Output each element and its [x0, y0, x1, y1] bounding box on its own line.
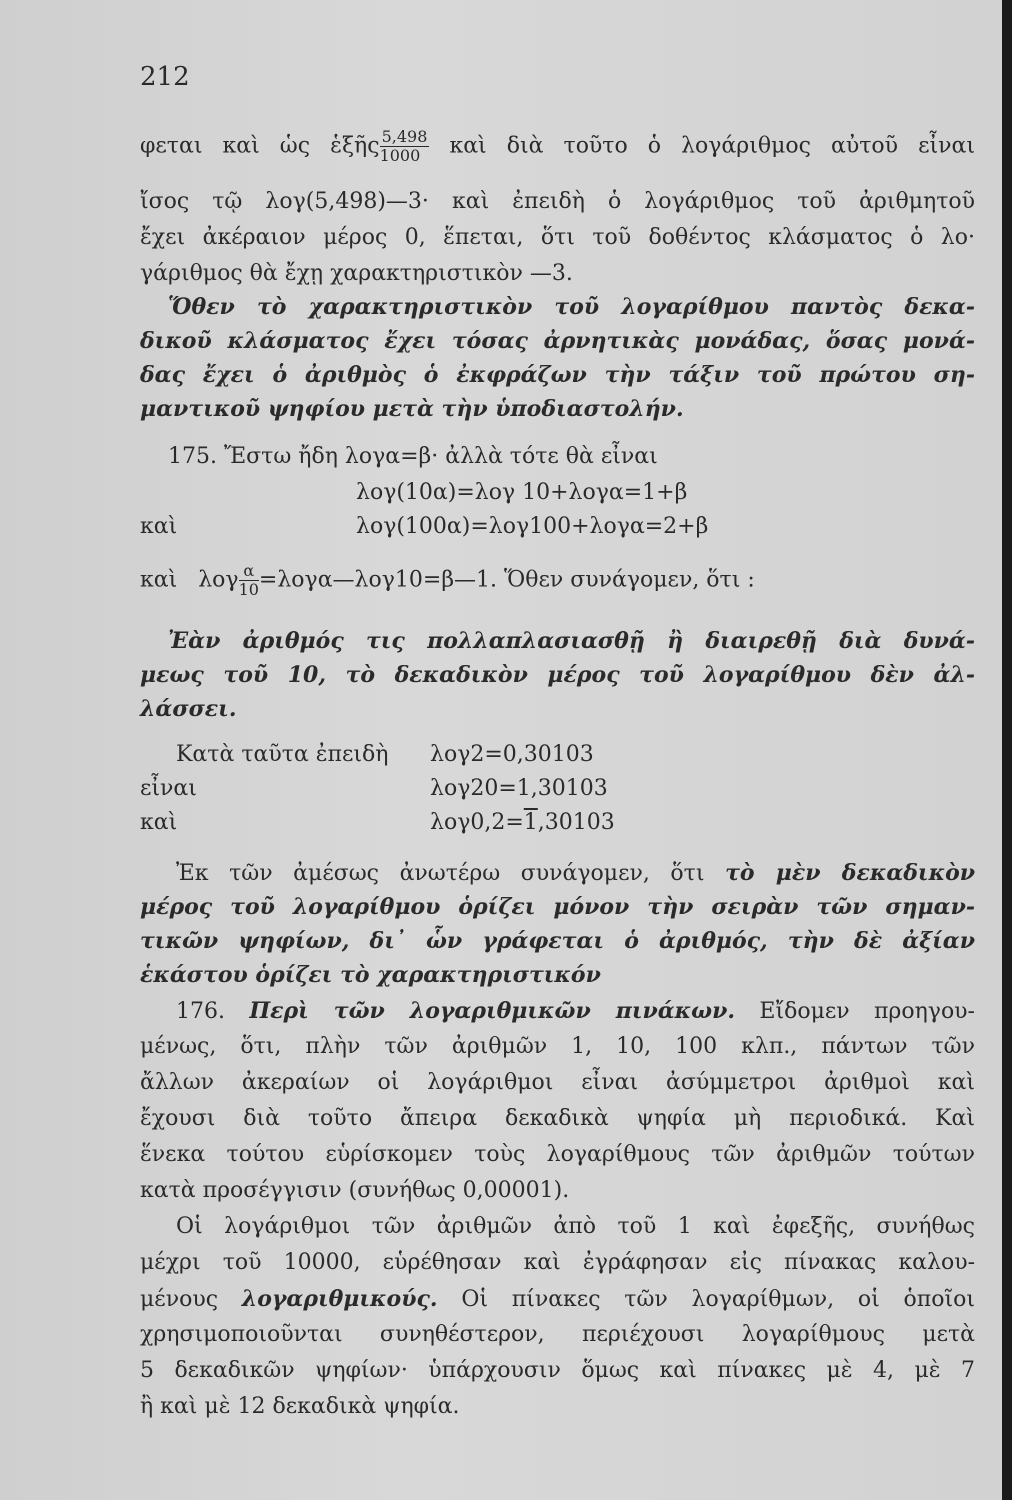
text-line-6: δικοῦ κλάσματος ἔχει τόσας ἀρνητικὰς μονάδας, ὅσας μονά- — [140, 328, 975, 354]
text-line-28: κατὰ προσέγγισιν (συνήθως 0,00001). — [140, 1178, 570, 1203]
text-line-32: χρησιμοποιοῦνται συνηθέστερον, περιέχουσι λογαρίθμους μετὰ — [140, 1322, 975, 1347]
rule-line-3: λάσσει. — [140, 696, 237, 722]
fraction: $\frac{5,498}{1000}$ — [379, 127, 428, 165]
conclusion-line-2: μέρος τοῦ λογαρίθμου ὁρίζει μόνον τὴν σειρὰν τῶν σημαν- — [140, 894, 975, 920]
example-label-3: καὶ — [140, 810, 178, 835]
text-line-1: φεται καὶ ὡς ἑξῆς $\frac{5,498}{1000}$ καὶ διὰ τοῦτο ὁ λογάριθμος αὐτοῦ εἶναι — [140, 127, 975, 165]
text-line-31: μένους λογαριθμικούς. Οἱ πίνακες τῶν λογαρίθμων, οἱ ὁποῖοι — [140, 1286, 976, 1312]
section-176-heading: 176. Περὶ τῶν λογαριθμικῶν πινάκων. Εἴδομεν προηγου- — [176, 998, 975, 1024]
text-line-27: ἕνεκα τούτου εὑρίσκομεν τοὺς λογαρίθμους τῶν ἀριθμῶν τούτων — [140, 1142, 975, 1167]
text-line-24: μένως, ὅτι, πλὴν τῶν ἀριθμῶν 1, 10, 100 κλπ., πάντων τῶν — [140, 1034, 975, 1059]
conclusion-line-4: ἑκάστου ὁρίζει τὸ χαρακτηριστικόν — [140, 962, 601, 988]
page-number: 212 — [140, 62, 190, 92]
text-line-8: μαντικοῦ ψηφίου μετὰ τὴν ὑποδιαστολήν. — [140, 396, 684, 422]
text-line-7: δας ἔχει ὁ ἀριθμὸς ὁ ἐκφράζων τὴν τάξιν τοῦ πρώτου ση- — [140, 362, 975, 388]
text-line-33: 5 δεκαδικῶν ψηφίων· ὑπάρχουσιν ὅμως καὶ πίνακες μὲ 4, μὲ 7 — [140, 1358, 975, 1383]
scan-border — [1002, 0, 1012, 1500]
text-line-26: ἔχουσι διὰ τοῦτο ἄπειρα δεκαδικὰ ψηφία μὴ περιοδικά. Καὶ — [140, 1106, 975, 1131]
rule-line-2: μεως τοῦ 10, τὸ δεκαδικὸν μέρος τοῦ λογαρίθμου δὲν ἀλ- — [140, 662, 975, 688]
fraction: $\frac{\alpha}{10}$ — [238, 561, 259, 599]
example-value-2: λογ20=1,30103 — [430, 776, 608, 801]
example-value-3: λογ0,2=1,30103 — [430, 810, 615, 835]
text-line-5: Ὅθεν τὸ χαρακτηριστικὸν τοῦ λογαρίθμου παντὸς δεκα- — [168, 294, 975, 320]
text-line-34: ἢ καὶ μὲ 12 δεκαδικὰ ψηφία. — [140, 1394, 460, 1419]
equation-log-100a: λογ(100α)=λογ100+λογα=2+β — [356, 514, 709, 539]
equation-log-10a: λογ(10α)=λογ 10+λογα=1+β — [356, 480, 688, 505]
conclusion-line-1: Ἐκ τῶν ἀμέσως ἀνωτέρω συνάγομεν, ὅτι τὸ μὲν δεκαδικὸν — [176, 860, 976, 886]
example-value-1: λογ2=0,30103 — [430, 742, 594, 767]
equation-log-a-over-10: καὶ λογ $\frac{\alpha}{10}$ =λογα—λογ10=β—1. Ὅθεν συνάγομεν, ὅτι : — [140, 561, 755, 599]
example-label-1: Κατὰ ταῦτα ἐπειδὴ — [176, 742, 389, 767]
rule-line-1: Ἐὰν ἀριθμός τις πολλαπλασιασθῇ ἢ διαιρεθῇ διὰ δυνά- — [168, 628, 975, 654]
equation-kai-label: καὶ — [140, 514, 178, 539]
text-line-29: Οἱ λογάριθμοι τῶν ἀριθμῶν ἀπὸ τοῦ 1 καὶ ἐφεξῆς, συνήθως — [176, 1214, 975, 1239]
section-175-heading: 175. Ἔστω ἤδη λογα=β· ἀλλὰ τότε θὰ εἶναι — [168, 444, 658, 469]
example-label-2: εἶναι — [140, 776, 197, 801]
text-line-2: ἴσος τῷ λογ(5,498)—3· καὶ ἐπειδὴ ὁ λογάριθμος τοῦ ἀριθμητοῦ — [140, 189, 975, 214]
text-line-4: γάριθμος θὰ ἔχῃ χαρακτηριστικὸν —3. — [140, 261, 573, 286]
conclusion-line-3: τικῶν ψηφίων, δι᾽ ὧν γράφεται ὁ ἀριθμός, τὴν δὲ ἀξίαν — [140, 928, 975, 954]
text-line-25: ἄλλων ἀκεραίων οἱ λογάριθμοι εἶναι ἀσύμμετροι ἀριθμοὶ καὶ — [140, 1070, 975, 1095]
text-line-30: μέχρι τοῦ 10000, εὑρέθησαν καὶ ἐγράφησαν εἰς πίνακας καλου- — [140, 1250, 975, 1275]
text-line-3: ἔχει ἀκέραιον μέρος 0, ἕπεται, ὅτι τοῦ δοθέντος κλάσματος ὁ λο· — [140, 225, 975, 250]
